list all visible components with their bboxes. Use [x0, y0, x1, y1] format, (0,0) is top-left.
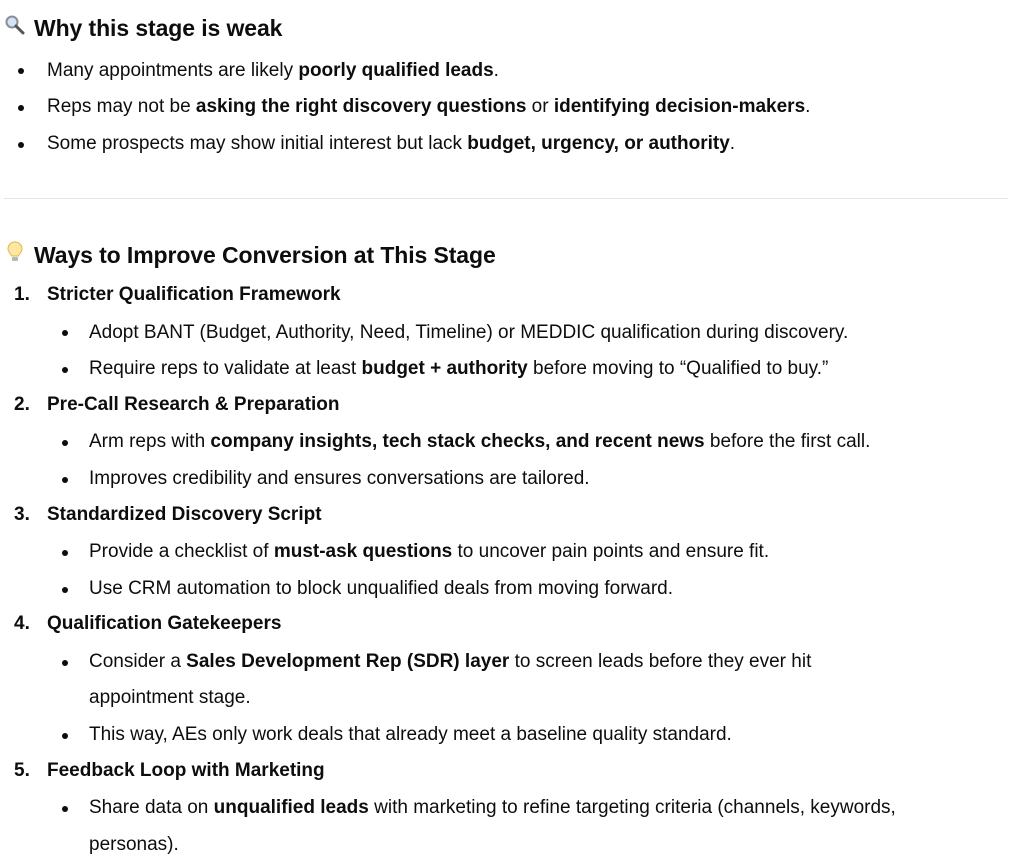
bullet-dot	[18, 142, 24, 148]
list-item: Many appointments are likely poorly qualified leads.	[47, 60, 499, 81]
list-item: Consider a Sales Development Rep (SDR) layer to screen leads before they ever hit	[89, 651, 812, 672]
light-bulb-icon	[4, 240, 30, 270]
item-number: 2.	[14, 394, 30, 415]
item-title: Standardized Discovery Script	[47, 504, 322, 525]
section-title: Ways to Improve Conversion at This Stage	[34, 241, 496, 268]
item-title: Qualification Gatekeepers	[47, 613, 282, 634]
item-title: Pre-Call Research & Preparation	[47, 394, 340, 415]
bullet-dot	[18, 105, 24, 111]
bullet-dot	[18, 68, 24, 74]
list-item: Provide a checklist of must-ask questions to uncover pain points and ensure fit.	[89, 541, 770, 562]
item-number: 5.	[14, 760, 30, 781]
magnifier-icon	[4, 14, 30, 42]
item-number: 4.	[14, 613, 30, 634]
section-heading-improve	[4, 240, 496, 270]
list-item: Arm reps with company insights, tech stack checks, and recent news before the first call.	[89, 431, 871, 452]
divider	[4, 198, 1008, 199]
bullet-dot	[62, 660, 68, 666]
item-title: Stricter Qualification Framework	[47, 284, 341, 305]
list-item-continuation: personas).	[89, 834, 179, 855]
list-item: Require reps to validate at least budget + authority before moving to “Qualified to buy.”	[89, 358, 829, 379]
bullet-dot	[62, 550, 68, 556]
list-item: This way, AEs only work deals that already meet a baseline quality standard.	[89, 724, 732, 745]
bullet-dot	[62, 477, 68, 483]
bullet-dot	[62, 733, 68, 739]
bullet-dot	[62, 330, 68, 336]
bullet-dot	[62, 806, 68, 812]
list-item: Adopt BANT (Budget, Authority, Need, Timeline) or MEDDIC qualification during discovery.	[89, 322, 849, 343]
bullet-dot	[62, 587, 68, 593]
list-item-continuation: appointment stage.	[89, 687, 251, 708]
section-heading-weak	[4, 14, 282, 42]
list-item: Improves credibility and ensures conversations are tailored.	[89, 468, 590, 489]
list-item: Some prospects may show initial interest but lack budget, urgency, or authority.	[47, 133, 736, 154]
list-item: Reps may not be asking the right discovery questions or identifying decision-makers.	[47, 96, 811, 117]
section-title: Why this stage is weak	[34, 14, 283, 41]
item-number: 3.	[14, 504, 30, 525]
bullet-dot	[62, 367, 68, 373]
list-item: Use CRM automation to block unqualified deals from moving forward.	[89, 578, 673, 599]
item-title: Feedback Loop with Marketing	[47, 760, 325, 781]
item-number: 1.	[14, 284, 30, 305]
bullet-dot	[62, 440, 68, 446]
list-item: Share data on unqualified leads with marketing to refine targeting criteria (channels, keywords,	[89, 797, 896, 818]
